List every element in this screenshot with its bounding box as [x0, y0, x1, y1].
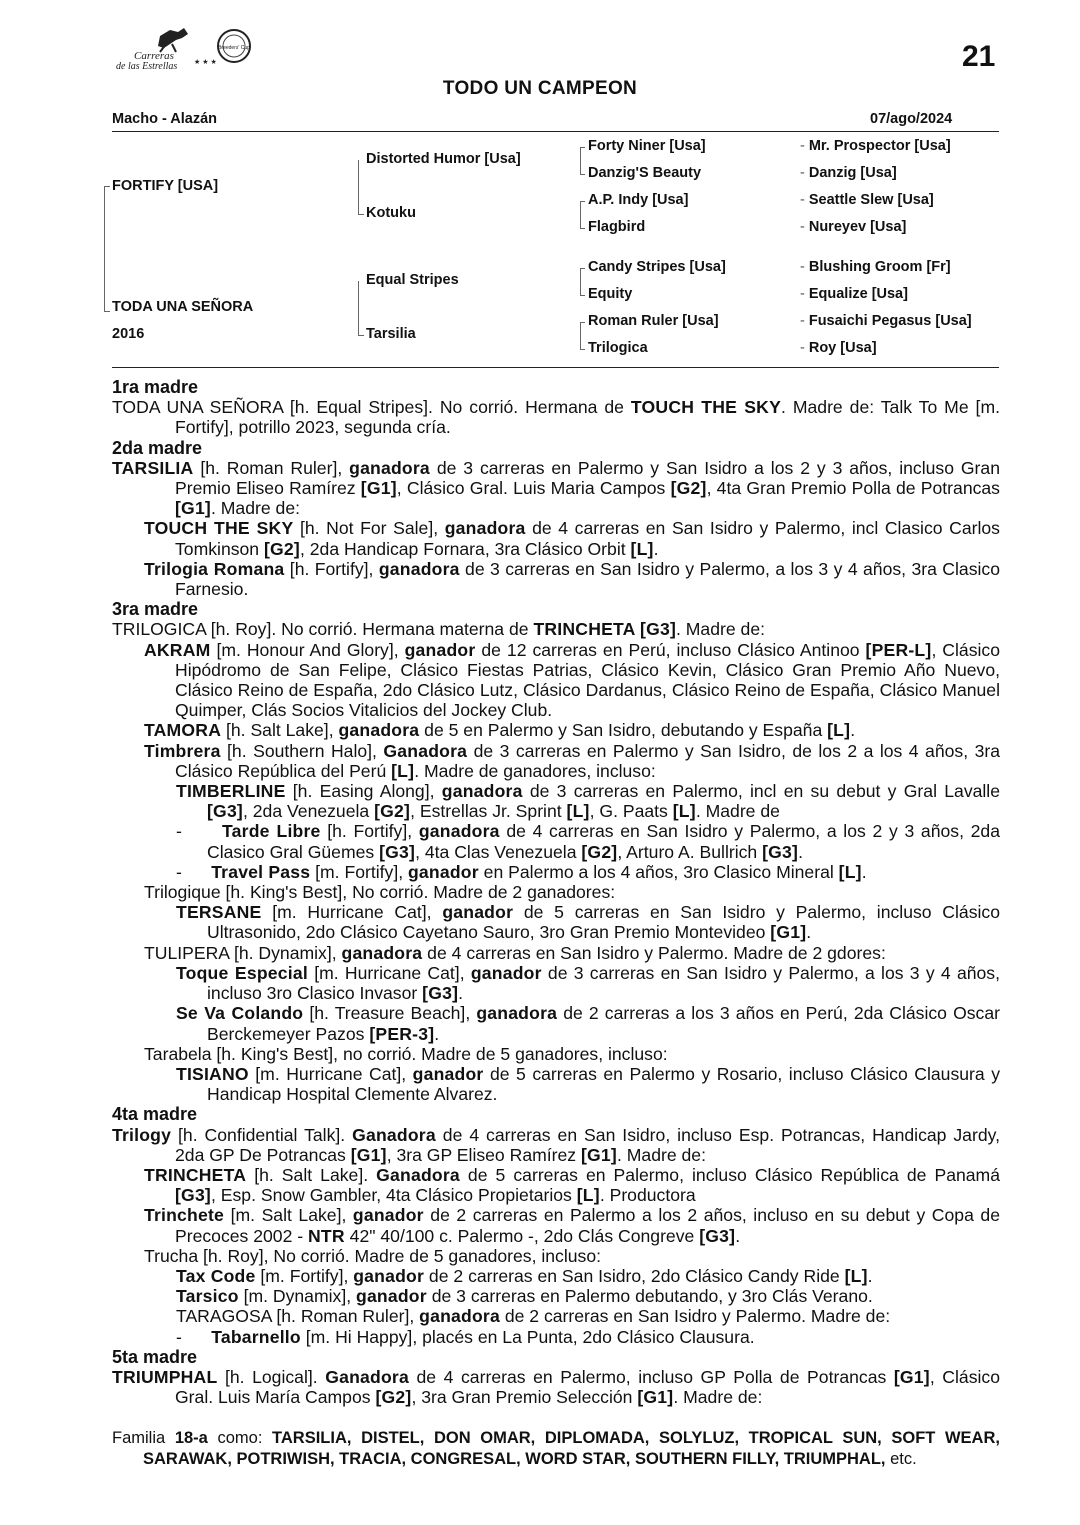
family-line: Familia 18-a como: TARSILIA, DISTEL, DON OMAR, DIPLOMADA, SOLYLUZ, TROPICAL SUN, SOFT WEAR, SARAWAK, POTRIWISH, TRACIA, CONGRESAL, WORD STAR, SOUTHERN FILLY, TRIUMPHAL, etc.	[112, 1429, 1000, 1468]
pedigree-year: 2016	[112, 326, 145, 342]
pedigree-g4-7: - Roy [Usa]	[800, 340, 877, 356]
divider-top	[112, 131, 999, 132]
para-trinchete: Trinchete [m. Salt Lake], ganador de 2 carreras en Palermo a los 2 años, incluso en su debut y Copa de Precoces 2002 - NTR 42" 40/100 c. Palermo -, 2do Clás Congreve [G3].	[144, 1205, 1000, 1246]
para-triumphal: TRIUMPHAL [h. Logical]. Ganadora de 4 carreras en Palermo, incluso GP Polla de Potrancas [G1], Clásico Gral. Luis María Campos [G2], 3ra Gran Premio Selección [G1]. Madre de:	[112, 1366, 1000, 1408]
logo	[112, 22, 252, 72]
pedigree-g4-3: - Nureyev [Usa]	[800, 219, 907, 235]
logo-text-2: de las Estrellas	[116, 61, 178, 72]
para-trilogique: Trilogique [h. King's Best], No corrió. Madre de 2 ganadores:	[144, 882, 616, 903]
para-1ra-madre: TODA UNA SEÑORA [h. Equal Stripes]. No corrió. Hermana de TOUCH THE SKY. Madre de: Talk To Me [m. Fortify], potrillo 2023, segunda cría.	[112, 397, 1000, 438]
badge-text: Breeders' Cup	[218, 45, 250, 51]
pedigree-g2-1: Kotuku	[366, 205, 416, 221]
para-tisiano: TISIANO [m. Hurricane Cat], ganador de 5 carreras en Palermo y Rosario, incluso Clásico Clausura y Handicap Hospital Clemente Alvarez.	[176, 1063, 1000, 1105]
pedigree-g3-3: Flagbird	[588, 219, 646, 235]
para-toque-especial: Toque Especial [m. Hurricane Cat], ganador de 3 carreras en San Isidro y Palermo, a los 3 y 4 años, incluso 3ro Clasico Invasor [G3].	[176, 962, 1000, 1004]
horse-name: TODO UN CAMPEON	[442, 78, 638, 99]
pedigree-g4-6: - Fusaichi Pegasus [Usa]	[800, 313, 972, 329]
divider-bottom	[112, 367, 999, 368]
pedigree-g3-4: Candy Stripes [Usa]	[588, 259, 726, 275]
para-se-va-colando: Se Va Colando [h. Treasure Beach], ganadora de 2 carreras a los 3 años en Perú, 2da Clásico Oscar Berckemeyer Pazos [PER-3].	[176, 1003, 1000, 1044]
pedigree-g3-0: Forty Niner [Usa]	[588, 138, 706, 154]
para-tarsilia: TARSILIA [h. Roman Ruler], ganadora de 3 carreras en Palermo y San Isidro a los 2 y 3 años, incluso Gran Premio Eliseo Ramírez [G1], Clásico Gral. Luis Maria Campos [G2], 4ta Gran Premio Polla de Potrancas [G1]. Madre de:	[112, 457, 1000, 519]
pedigree-g3-7: Trilogica	[588, 340, 648, 356]
para-travel-pass: - Travel Pass [m. Fortify], ganador en Palermo a los 4 años, 3ro Clasico Mineral [L].	[176, 861, 867, 882]
pedigree-g2-0: Distorted Humor [Usa]	[366, 151, 521, 167]
produce-record	[112, 377, 1000, 1407]
pedigree-g3-2: A.P. Indy [Usa]	[588, 192, 689, 208]
section-2da-madre: 2da madre	[112, 437, 203, 458]
section-3ra-madre: 3ra madre	[112, 599, 199, 620]
para-tersane: TERSANE [m. Hurricane Cat], ganador de 5 carreras en San Isidro y Palermo, incluso Clásico Ultrasonido, 2do Clásico Cayetano Sauro, 3ro Gran Premio Montevideo [G1].	[176, 902, 1000, 943]
pedigree-g4-0: - Mr. Prospector [Usa]	[800, 138, 951, 154]
date: 07/ago/2024	[870, 111, 953, 127]
pedigree-dam: TODA UNA SEÑORA	[112, 299, 254, 315]
pedigree-g2-3: Tarsilia	[366, 326, 416, 342]
pedigree-g4-5: - Equalize [Usa]	[800, 286, 908, 302]
logo-text-1: Carreras	[134, 50, 174, 62]
para-taragosa: TARAGOSA [h. Roman Ruler], ganadora de 2 carreras en San Isidro y Palermo. Madre de:	[176, 1306, 891, 1327]
para-trincheta: TRINCHETA [h. Salt Lake]. Ganadora de 5 carreras en Palermo, incluso Clásico República de Panamá [G3], Esp. Snow Gambler, 4ta Clásico Propietarios [L]. Productora	[144, 1164, 1000, 1206]
pedigree-g3-5: Equity	[588, 286, 633, 302]
pedigree-g3-1: Danzig'S Beauty	[588, 165, 702, 181]
pedigree-g4-2: - Seattle Slew [Usa]	[800, 192, 934, 208]
horse-logo-icon	[112, 22, 252, 72]
para-trilogica: TRILOGICA [h. Roy]. No corrió. Hermana materna de TRINCHETA [G3]. Madre de:	[112, 619, 765, 640]
para-tabarnello: - Tabarnello [m. Hi Happy], placés en La Punta, 2do Clásico Clausura.	[176, 1326, 755, 1347]
para-trilogia-romana: Trilogia Romana [h. Fortify], ganadora de 3 carreras en San Isidro y Palermo, a los 3 y 4 años, 3ra Clasico Farnesio.	[144, 558, 1000, 600]
para-tarsico: Tarsico [m. Dynamix], ganador de 3 carreras en Palermo debutando, y 3ro Clás Verano.	[176, 1286, 873, 1307]
pedigree-g2-2: Equal Stripes	[366, 272, 459, 288]
para-trilogy: Trilogy [h. Confidential Talk]. Ganadora de 4 carreras en San Isidro, incluso Esp. Potrancas, Handicap Jardy, 2da GP De Potrancas [G1], 3ra GP Eliseo Ramírez [G1]. Madre de:	[112, 1124, 1000, 1165]
para-timberline: TIMBERLINE [h. Easing Along], ganadora de 3 carreras en Palermo, incl en su debut y Gral Lavalle [G3], 2da Venezuela [G2], Estrellas Jr. Sprint [L], G. Paats [L]. Madre de	[176, 781, 1001, 822]
para-touch-the-sky: TOUCH THE SKY [h. Not For Sale], ganadora de 4 carreras en San Isidro y Palermo, incl Clasico Carlos Tomkinson [G2], 2da Handicap Fornara, 3ra Clásico Orbit [L].	[144, 518, 1000, 559]
sex-color: Macho - Alazán	[112, 111, 218, 127]
section-1ra-madre: 1ra madre	[112, 377, 199, 397]
pedigree-g4-4: - Blushing Groom [Fr]	[800, 259, 951, 275]
section-5ta-madre: 5ta madre	[112, 1346, 198, 1367]
page-number: 21	[962, 40, 996, 73]
pedigree-sire: FORTIFY [USA]	[112, 178, 219, 194]
section-4ta-madre: 4ta madre	[112, 1104, 198, 1125]
svg-text:★ ★ ★: ★ ★ ★	[194, 59, 217, 66]
para-tarde-libre: - Tarde Libre [h. Fortify], ganadora de 4 carreras en San Isidro y Palermo, a los 2 y 3 años, 2da Clasico Gral Güemes [G3], 4ta Clas Venezuela [G2], Arturo A. Bullrich [G3].	[176, 821, 1001, 862]
para-tax-code: Tax Code [m. Fortify], ganador de 2 carreras en San Isidro, 2do Clásico Candy Ride [L].	[176, 1265, 873, 1286]
para-tamora: TAMORA [h. Salt Lake], ganadora de 5 en Palermo y San Isidro, debutando y España [L].	[144, 720, 856, 741]
para-timbrera: Timbrera [h. Southern Halo], Ganadora de 3 carreras en Palermo y San Isidro, de los 2 a los 4 años, 3ra Clásico República del Perú [L]. Madre de ganadores, incluso:	[144, 740, 1000, 781]
para-akram: AKRAM [m. Honour And Glory], ganador de 12 carreras en Perú, incluso Clásico Antinoo [PER-L], Clásico Hipódromo de San Felipe, Clásico Fiestas Patrias, Clásico Kevin, Clásico Gran Premio Año Nuevo, Clásico Reino de España, 2do Clásico Lutz, Clásico Dardanus, Clásico Reino de España, Clásico Manuel Quimper, Clás Socios Vitalicios del Jockey Club.	[144, 639, 1000, 721]
pedigree-g3-6: Roman Ruler [Usa]	[588, 313, 719, 329]
para-trucha: Trucha [h. Roy], No corrió. Madre de 5 ganadores, incluso:	[144, 1245, 602, 1266]
para-tulipera: TULIPERA [h. Dynamix], ganadora de 4 carreras en San Isidro y Palermo. Madre de 2 gdores:	[144, 942, 886, 963]
pedigree-g4-1: - Danzig [Usa]	[800, 165, 897, 181]
para-tarabela: Tarabela [h. King's Best], no corrió. Madre de 5 ganadores, incluso:	[144, 1043, 668, 1064]
family-footer	[112, 1428, 1000, 1470]
